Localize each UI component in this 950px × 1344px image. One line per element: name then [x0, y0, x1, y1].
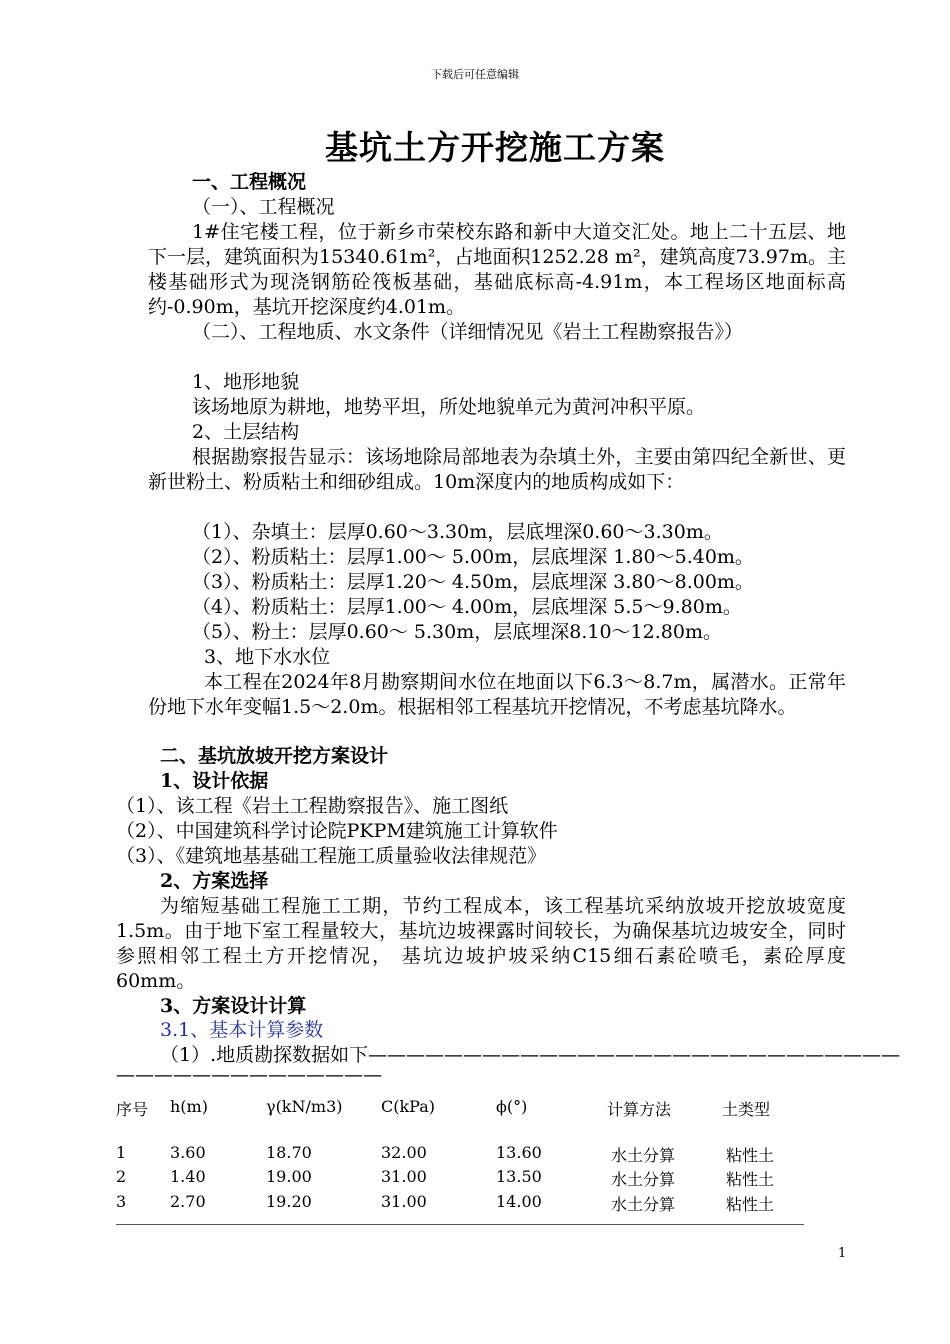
design-basis-heading: 1、设计依据: [160, 770, 269, 792]
soil-layer-item: （4）、粉质粘土：层厚1.00～ 4.00m，层底埋深 5.5～9.80m。: [192, 596, 742, 618]
page-header: 下载后可任意编辑: [431, 68, 519, 81]
table-cell: 32.00: [381, 1143, 427, 1162]
table-header-cell: h(m): [170, 1097, 208, 1116]
section-1-heading: 一、工程概况: [192, 171, 307, 193]
table-header-cell: 序号: [116, 1100, 149, 1119]
table-cell: 1.40: [170, 1167, 206, 1186]
geo-data-intro-continued: ——————————————: [116, 1064, 382, 1086]
table-cell: 19.20: [266, 1192, 312, 1211]
soil-layer-item: （3）、粉质粘土：层厚1.20～ 4.50m，层底埋深 3.80～8.00m。: [192, 571, 754, 593]
table-cell: 31.00: [381, 1192, 427, 1211]
table-cell: 1: [116, 1143, 127, 1162]
table-cell: 3.60: [170, 1143, 206, 1162]
subsection-geology: （二）、工程地质、水文条件（详细情况见《岩土工程勘察报告》）: [192, 321, 744, 343]
table-header-cell: C(kPa): [381, 1097, 436, 1116]
table-cell: 粘性土: [726, 1146, 775, 1165]
table-header-cell: 土类型: [722, 1100, 771, 1119]
geo-data-intro: （1）.地质勘探数据如下————————————————————————————: [160, 1044, 901, 1066]
table-cell: 水土分算: [611, 1170, 676, 1189]
table-header-cell: γ(kN/m3): [266, 1097, 343, 1116]
section-2-heading: 二、基坑放坡开挖方案设计: [160, 745, 389, 767]
table-cell: 3: [116, 1192, 127, 1211]
soil-layer-item: （2）、粉质粘土：层厚1.00～ 5.00m，层底埋深 1.80～5.40m。: [192, 546, 754, 568]
design-calc-heading: 3、方案设计计算: [160, 995, 307, 1017]
soil-layer-item: （1）、杂填土：层厚0.60～3.30m，层底埋深0.60～3.30m。: [192, 521, 723, 543]
overview-paragraph: 1#住宅楼工程，位于新乡市荣校东路和新中大道交汇处。地上二十五层、地下一层，建筑面积为15340.61m²，占地面积1252.28 m²，建筑高度73.97m。主楼基础形式为现浇钢筋砼筏板基础，基础底标高-4.91m，本工程场区地面标高约-0.90m，基坑开挖深度约4.01m。: [148, 221, 846, 318]
groundwater-paragraph: 本工程在2024年8月勘察期间水位在地面以下6.3～8.7m，属潜水。正常年份地下水年变幅1.5～2.0m。根据相邻工程基坑开挖情况，不考虑基坑降水。: [148, 671, 846, 718]
table-cell: 2: [116, 1167, 127, 1186]
subsection-overview: （一）、工程概况: [192, 196, 335, 218]
design-basis-item: （3）、《建筑地基基础工程施工质量验收法律规范》: [116, 845, 547, 867]
topography-heading: 1、地形地貌: [192, 371, 300, 393]
table-header-cell: ϕ(°): [496, 1097, 528, 1116]
scheme-choice-heading: 2、方案选择: [160, 870, 269, 892]
scheme-choice-paragraph: 为缩短基础工程施工工期，节约工程成本，该工程基坑采纳放坡开挖放坡宽度1.5m。由于地下室工程量较大，基坑边坡裸露时间较长，为确保基坑边坡安全，同时参照相邻工程土方开挖情况， 基坑边坡护坡采纳C15细石素砼喷毛，素砼厚度 60mm。: [116, 895, 846, 992]
page-number: 1: [838, 1246, 847, 1261]
table-cell: 19.00: [266, 1167, 312, 1186]
table-cell: 粘性土: [726, 1170, 775, 1189]
table-cell: 水土分算: [611, 1195, 676, 1214]
design-basis-item: （1）、该工程《岩土工程勘察报告》、施工图纸: [116, 795, 509, 817]
table-cell: 2.70: [170, 1192, 206, 1211]
table-bottom-rule: [116, 1224, 804, 1225]
table-cell: 水土分算: [611, 1146, 676, 1165]
soil-structure-heading: 2、土层结构: [192, 421, 300, 443]
table-cell: 31.00: [381, 1167, 427, 1186]
table-header-cell: 计算方法: [607, 1100, 672, 1119]
basic-params-heading: 3.1、基本计算参数: [160, 1019, 324, 1041]
design-basis-item: （2）、中国建筑科学讨论院PKPM建筑施工计算软件: [116, 820, 558, 842]
topography-paragraph: 该场地原为耕地，地势平坦，所处地貌单元为黄河冲积平原。: [192, 396, 706, 418]
table-cell: 13.50: [496, 1167, 542, 1186]
groundwater-heading: 3、地下水水位: [204, 646, 331, 668]
document-title: 基坑土方开挖施工方案: [325, 128, 665, 167]
table-cell: 18.70: [266, 1143, 312, 1162]
table-cell: 14.00: [496, 1192, 542, 1211]
soil-layer-item: （5）、粉土：层厚0.60～ 5.30m，层底埋深8.10～12.80m。: [192, 621, 722, 643]
table-cell: 粘性土: [726, 1195, 775, 1214]
soil-structure-paragraph: 根据勘察报告显示：该场地除局部地表为杂填土外，主要由第四纪全新世、更新世粉土、粉质粘土和细砂组成。10m深度内的地质构成如下：: [148, 446, 846, 493]
table-cell: 13.60: [496, 1143, 542, 1162]
